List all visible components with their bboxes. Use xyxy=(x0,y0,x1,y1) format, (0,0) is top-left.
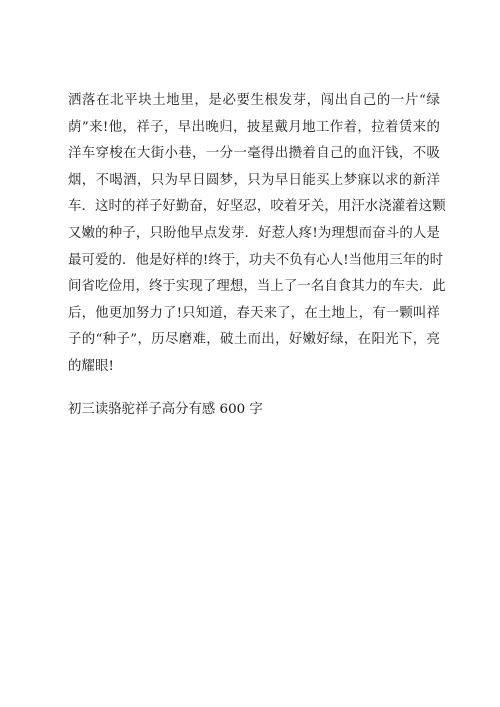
paragraph-line: 的耀眼! xyxy=(68,358,114,374)
paragraph-line: 子的“种子”，历尽磨难，破土而出，好嫩好绿，在阳光下，亮 xyxy=(68,332,440,348)
paragraph-line: 后，他更加努力了!只知道，春天来了，在土地上，有一颗叫祥 xyxy=(68,305,440,321)
essay-paragraph xyxy=(68,88,446,381)
next-article-title: 初三读骆驼祥子高分有感 600 字 xyxy=(68,402,263,417)
paragraph-line: 又嫩的种子，只盼他早点发芽．好惹人疼!为理想而奋斗的人是 xyxy=(68,225,440,241)
paragraph-line: 荫”来!他，祥子，早出晚归，披星戴月地工作着，拉着赁来的 xyxy=(68,119,440,135)
paragraph-line: 洒落在北平块土地里，是必要生根发芽，闯出自己的一片“绿 xyxy=(68,93,440,108)
paragraph-line: 洋车穿梭在大街小巷，一分一毫得出攒着自己的血汗钱，不吸 xyxy=(68,146,440,162)
paragraph-line: 烟，不喝酒，只为早日圆梦，只为早日能买上梦寐以求的新洋 xyxy=(68,172,440,188)
paragraph-line: 车．这时的祥子好勤奋，好坚忍，咬着牙关，用汗水浇灌着这颗 xyxy=(68,199,446,215)
paragraph-line: 最可爱的．他是好样的!终于，功夫不负有心人!当他用三年的时 xyxy=(68,252,444,268)
paragraph-line: 间省吃俭用，终于实现了理想，当上了一名自食其力的车夫．此 xyxy=(68,279,446,295)
